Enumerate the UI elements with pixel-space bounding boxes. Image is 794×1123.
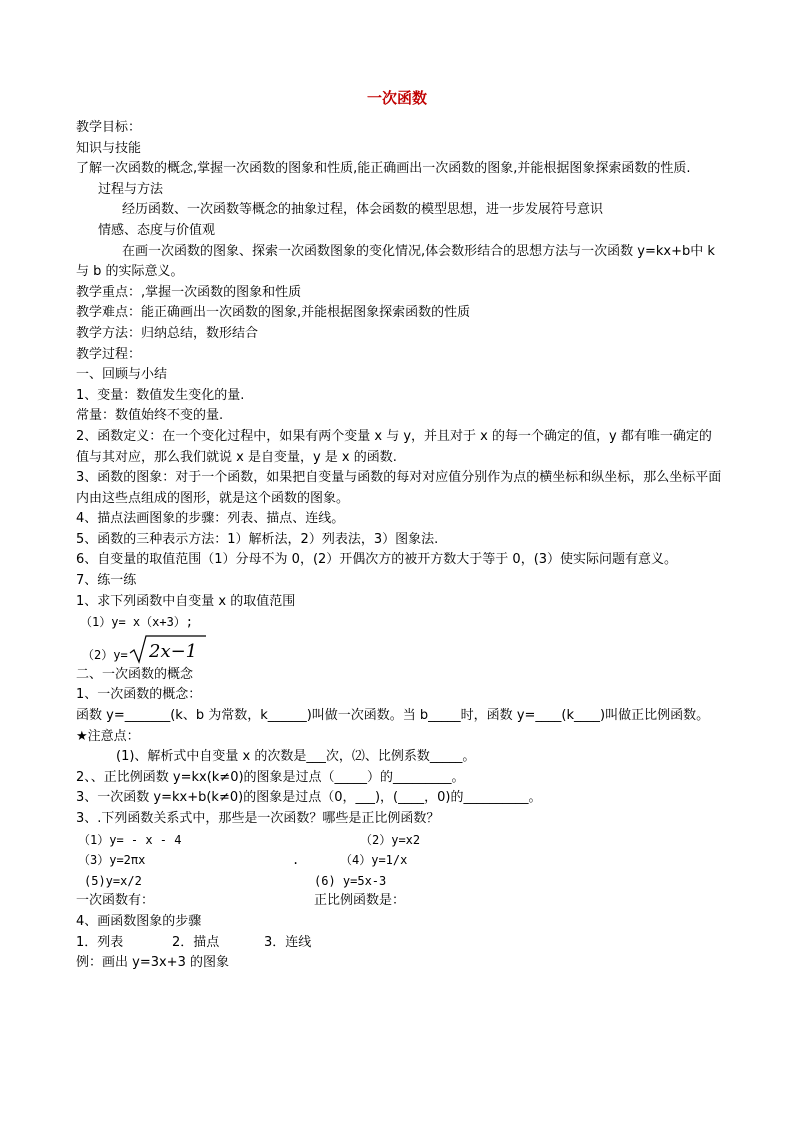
knowledge-skills-heading: 知识与技能 [76, 140, 142, 156]
difficult-point: 教学难点：能正确画出一次函数的图象,并能根据图象探索函数的性质 [76, 305, 471, 321]
note-item-1: (1)、解析式中自变量 x 的次数是___次，⑵、比例系数_____。 [116, 749, 476, 765]
process-methods-text: 经历函数、一次函数等概念的抽象过程，体会函数的模型思想，进一步发展符号意识 [122, 202, 604, 218]
domain-rules: 6、自变量的取值范围（1）分母不为 0，(2）开偶次方的被开方数大于等于 0，(3）使实际问题有意义。 [76, 552, 678, 568]
graph-steps-row [76, 933, 724, 954]
proportional-graph-note: 2、、正比例函数 y=kx(k≠0)的图象是过点（_____）的_________。 [76, 769, 465, 785]
practice-heading: 7、练一练 [76, 573, 137, 589]
stray-dot: . [292, 853, 300, 868]
function-option-4: （4）y=1/x [340, 853, 408, 868]
function-option-1: （1）y= - x - 4 [78, 832, 182, 847]
practice-question-1: 1、求下列函数中自变量 x 的取值范围 [76, 593, 296, 609]
note-heading: ★注意点： [76, 728, 140, 744]
teaching-goals-heading: 教学目标： [76, 120, 142, 135]
square-root-expression [128, 633, 208, 665]
graph-step-2: 2．描点 [172, 934, 220, 950]
knowledge-skills-text: 了解一次函数的概念,掌握一次函数的图象和性质,能正确画出一次函数的图象,并能根据图象探索函数的性质. [76, 161, 691, 177]
function-option-6: (6) y=5x-3 [314, 873, 387, 888]
document-body [76, 118, 724, 974]
attitude-values-text: 在画一次函数的图象、探索一次函数图象的变化情况,体会数形结合的思想方法与一次函数 y=kx+b中 k 与 b 的实际意义。 [76, 243, 715, 280]
teaching-method: 教学方法：归纳总结，数形结合 [76, 325, 259, 341]
function-option-3: （3）y=2πx [78, 853, 146, 868]
graph-step-3: 3．连线 [264, 934, 312, 950]
function-definition: 2、函数定义：在一个变化过程中，如果有两个变量 x 与 y，并且对于 x 的每一个确定的值，y 都有唯一确定的值与其对应，那么我们就说 x 是自变量，y 是 x 的函数. [76, 428, 712, 465]
linear-functions-answer-label: 一次函数有： [76, 893, 155, 909]
section-review-heading: 一、回顾与小结 [76, 367, 168, 383]
key-point: 教学重点：,掌握一次函数的图象和性质 [76, 284, 302, 300]
example-task: 例：画出 y=3x+3 的图象 [76, 955, 229, 971]
linear-concept-subheading: 1、一次函数的概念： [76, 687, 202, 703]
function-option-2: （2）y=x2 [360, 832, 421, 847]
linear-graph-note: 3、一次函数 y=kx+b(k≠0)的图象是过点（0，___)，(____，0)的__________。 [76, 790, 542, 806]
square-root-radicand: 2x−1 [149, 640, 198, 662]
function-graph-definition: 3、函数的图象：对于一个函数，如果把自变量与函数的每对对应值分别作为点的横坐标和纵坐标，那么坐标平面内由这些点组成的图形，就是这个函数的图象。 [76, 470, 722, 506]
document-title: 一次函数 [366, 89, 427, 107]
variable-definition: 1、变量：数值发生变化的量. [76, 387, 245, 403]
function-options-row-2 [76, 850, 724, 871]
answer-row [76, 891, 724, 912]
practice-item-2-prefix: （2）y= [82, 647, 128, 662]
process-methods-heading: 过程与方法 [98, 181, 164, 197]
proportional-functions-answer-label: 正比例函数是： [314, 893, 406, 909]
classification-question: 3、.下列函数关系式中，那些是一次函数？哪些是正比例函数？ [76, 811, 440, 826]
graph-steps-heading: 4、画函数图象的步骤 [76, 913, 202, 929]
practice-item-2 [76, 633, 724, 665]
representation-methods: 5、函数的三种表示方法：1）解析法，2）列表法，3）图象法. [76, 531, 439, 547]
teaching-process-heading: 教学过程： [76, 346, 142, 362]
function-options-row-1 [76, 830, 724, 851]
attitude-values-heading: 情感、态度与价值观 [98, 222, 216, 238]
constant-definition: 常量：数值始终不变的量. [76, 408, 224, 424]
practice-item-1: （1）y= x（x+3）; [80, 615, 194, 630]
graph-step-1: 1．列表 [76, 934, 124, 950]
plotting-steps: 4、描点法画图象的步骤：列表、描点、连线。 [76, 511, 345, 527]
function-options-row-3 [76, 871, 724, 892]
function-option-5: (5)y=x/2 [84, 873, 142, 888]
linear-concept-fill-in: 函数 y=_______(k、b 为常数，k______)叫做一次函数。当 b_____时，函数 y=____(k____)叫做正比例函数。 [76, 708, 710, 724]
section-linear-concept-heading: 二、一次函数的概念 [76, 666, 194, 682]
